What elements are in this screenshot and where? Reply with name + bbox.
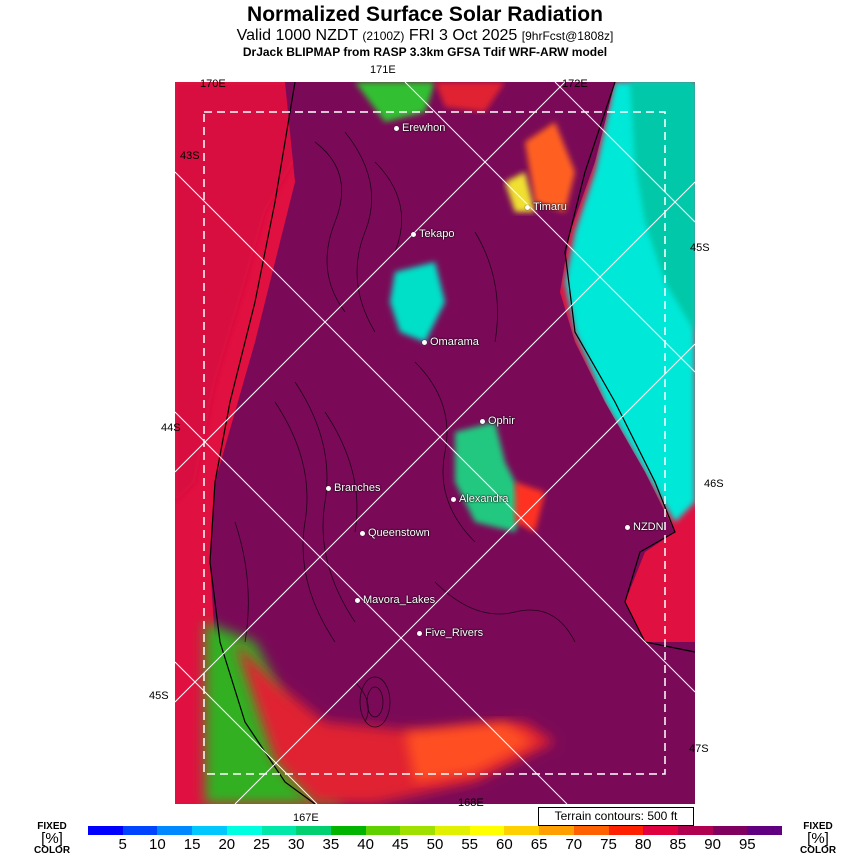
place-dot — [326, 486, 331, 491]
lat-label: 46S — [704, 478, 724, 490]
colorbar-swatch — [123, 826, 158, 835]
valid-date: FRI 3 Oct 2025 — [408, 27, 518, 44]
colorbar-tick-label: 20 — [218, 836, 236, 853]
place-marker — [411, 228, 454, 240]
colorbar-swatch — [366, 826, 401, 835]
colorbar-tick-label: 40 — [357, 836, 374, 853]
forecast-info: [9hrFcst@1808z] — [521, 29, 614, 43]
place-dot — [355, 598, 360, 603]
place-marker — [525, 201, 567, 213]
place-label: Mavora_Lakes — [363, 594, 436, 606]
lon-label: 172E — [562, 78, 588, 90]
colorbar-swatch — [470, 826, 505, 835]
colorbar-ticks — [88, 836, 782, 856]
colorbar-swatch — [227, 826, 262, 835]
place-label: Ophir — [488, 415, 515, 427]
lon-label: 171E — [370, 64, 396, 76]
valid-time: Valid 1000 NZDT — [236, 27, 358, 44]
place-label: Timaru — [533, 201, 567, 213]
colorbar-tick-label: 5 — [118, 836, 127, 853]
place-dot — [525, 205, 530, 210]
place-dot — [480, 419, 485, 424]
colorbar-tick-label: 90 — [704, 836, 721, 853]
colorbar-tick-label: 70 — [565, 836, 583, 853]
place-dot — [411, 232, 416, 237]
colorbar-tick-label: 10 — [149, 836, 166, 853]
colorbar-swatch — [88, 826, 123, 835]
place-marker — [451, 493, 509, 505]
place-dot — [417, 631, 422, 636]
lat-label: 47S — [689, 743, 709, 755]
colorbar-tick-label: 95 — [738, 836, 756, 853]
place-marker — [355, 594, 435, 606]
colorbar-swatch — [262, 826, 297, 835]
radiation-map — [175, 82, 695, 804]
colorbar-tick-label: 80 — [634, 836, 652, 853]
colorbar-tick-label: 85 — [669, 836, 687, 853]
place-label: Five_Rivers — [425, 627, 484, 639]
place-dot — [451, 497, 456, 502]
place-label: Tekapo — [419, 228, 455, 240]
lon-label: 167E — [293, 812, 319, 824]
place-dot — [625, 525, 630, 530]
terrain-contour-note: Terrain contours: 500 ft — [538, 807, 694, 826]
lon-label: 168E — [458, 797, 484, 809]
colorbar-swatch — [747, 826, 782, 835]
colorbar-tick-label: 25 — [253, 836, 270, 853]
place-marker — [625, 521, 664, 533]
colorbar-tick-label: 55 — [461, 836, 479, 853]
colorbar-tick-label: 15 — [183, 836, 201, 853]
colorbar-tick-label: 50 — [426, 836, 444, 853]
place-dot — [360, 531, 365, 536]
legend-left-label — [30, 822, 74, 856]
map-validity — [0, 27, 850, 45]
colorbar-swatch — [157, 826, 192, 835]
place-marker — [422, 336, 479, 348]
colorbar-swatch — [609, 826, 644, 835]
place-dot — [422, 340, 427, 345]
place-marker — [417, 627, 483, 639]
lat-label: 43S — [180, 150, 200, 162]
colorbar — [88, 826, 782, 835]
model-info: DrJack BLIPMAP from RASP 3.3km GFSA Tdif WRF-ARW model — [242, 45, 608, 59]
colorbar-swatch — [400, 826, 435, 835]
place-label: NZDN — [633, 521, 664, 533]
legend-color-text: COLOR — [33, 845, 71, 856]
lat-label: 44S — [161, 422, 181, 434]
colorbar-tick-label: 30 — [287, 836, 305, 853]
map-title: Normalized Surface Solar Radiation — [247, 3, 603, 26]
place-marker — [360, 527, 430, 539]
legend-unit: [%] — [41, 830, 63, 847]
lat-label: 45S — [149, 690, 169, 702]
colorbar-swatch — [539, 826, 574, 835]
valid-utc: (2100Z) — [362, 29, 405, 43]
colorbar-tick-label: 45 — [391, 836, 409, 853]
legend-color-text: COLOR — [799, 845, 837, 856]
place-marker — [480, 415, 515, 427]
place-marker — [394, 122, 445, 134]
colorbar-tick-label: 75 — [600, 836, 617, 853]
colorbar-swatch — [435, 826, 470, 835]
colorbar-swatch — [643, 826, 678, 835]
place-label: Omarama — [430, 336, 479, 348]
colorbar-swatch — [678, 826, 713, 835]
colorbar-swatch — [574, 826, 609, 835]
place-label: Queenstown — [368, 527, 430, 539]
place-label: Branches — [334, 482, 381, 494]
place-label: Erewhon — [402, 122, 446, 134]
colorbar-swatch — [192, 826, 227, 835]
place-dot — [394, 126, 399, 131]
legend-unit: [%] — [807, 830, 829, 847]
place-label: Alexandra — [459, 493, 509, 505]
place-marker — [326, 482, 380, 494]
colorbar-tick-label: 60 — [496, 836, 513, 853]
legend-fixed-text: FIXED — [803, 821, 833, 832]
colorbar-tick-label: 65 — [530, 836, 548, 853]
colorbar-tick-label: 35 — [322, 836, 340, 853]
colorbar-swatch — [504, 826, 539, 835]
legend-right-label — [796, 822, 840, 856]
lon-label: 170E — [200, 78, 226, 90]
colorbar-swatch — [296, 826, 331, 835]
colorbar-swatch — [713, 826, 748, 835]
colorbar-swatch — [331, 826, 366, 835]
lat-label: 45S — [690, 242, 710, 254]
legend-fixed-text: FIXED — [37, 821, 67, 832]
